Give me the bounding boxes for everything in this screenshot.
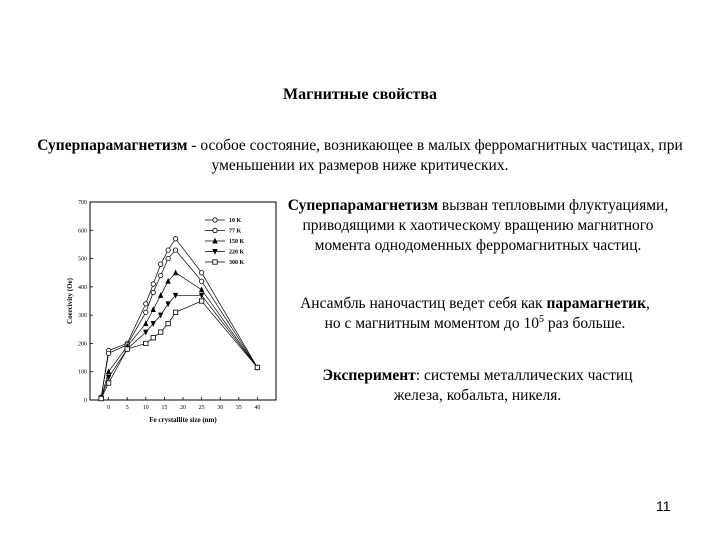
data-point	[173, 310, 177, 314]
data-point	[173, 237, 177, 241]
data-point	[106, 381, 110, 385]
data-point	[199, 271, 203, 275]
x-tick-label: 0	[107, 405, 111, 411]
data-point	[151, 282, 155, 286]
legend-label: 150 K	[229, 239, 245, 246]
data-point	[158, 273, 162, 277]
p2-exponent: 5	[538, 313, 544, 325]
coercivity-chart	[62, 190, 282, 430]
y-tick-label: 0	[84, 398, 87, 404]
p1-text: вызван тепловыми флуктуациями, приводящими к хаотическому вращению магнитного момента однодоменных ферромагнитных частиц.	[302, 197, 669, 254]
series-line	[101, 250, 257, 397]
data-point	[151, 307, 155, 312]
data-point	[151, 290, 155, 294]
plot-frame	[90, 202, 276, 400]
x-tick-label: 35	[235, 405, 242, 411]
data-point	[173, 248, 177, 252]
legend-label: 300 K	[229, 260, 245, 267]
p1-term: Суперпарамагнетизм	[287, 197, 438, 214]
data-point	[151, 336, 155, 340]
y-tick-label: 100	[78, 369, 87, 376]
data-point	[166, 248, 170, 252]
superparamagnetism-cause-paragraph	[278, 196, 678, 256]
coercivity-chart-svg	[62, 190, 282, 430]
data-point	[255, 365, 259, 369]
data-point	[158, 330, 162, 334]
legend-label: 10 K	[229, 218, 242, 225]
intro-text: - особое состояние, возникающее в малых ферромагнитных частицах, при уменьшении их размеров ниже критических.	[187, 137, 683, 174]
p2-text-a: Ансамбль наночастиц ведет себя как	[300, 295, 547, 312]
legend-marker	[213, 218, 217, 222]
series-4	[99, 299, 260, 401]
x-tick-label: 40	[254, 405, 261, 411]
data-point	[144, 302, 148, 306]
legend-label: 77 K	[229, 228, 242, 235]
y-tick-label: 200	[78, 341, 87, 348]
x-tick-label: 15	[161, 405, 168, 411]
data-point	[99, 396, 103, 400]
p3-term: Эксперимент	[322, 367, 416, 384]
series-2	[99, 270, 260, 400]
intro-term: Суперпарамагнетизм	[37, 137, 188, 154]
legend-marker	[213, 260, 217, 264]
y-axis-label: Coercivity (Oe)	[66, 278, 74, 324]
data-point	[144, 330, 148, 335]
series-line	[101, 273, 257, 398]
data-point	[199, 299, 203, 303]
page-number: 11	[656, 498, 671, 514]
data-point	[199, 287, 203, 292]
data-point	[144, 321, 148, 326]
legend-marker	[213, 228, 217, 232]
data-point	[199, 279, 203, 283]
p2-term: парамагнетик	[546, 295, 647, 312]
y-tick-label: 600	[78, 228, 87, 235]
data-point	[144, 341, 148, 345]
data-point	[166, 321, 170, 325]
y-tick-label: 300	[78, 313, 87, 320]
p2-text-b: , но с магнитным моментом до 10	[324, 295, 650, 332]
data-point	[144, 310, 148, 314]
ensemble-paragraph	[300, 294, 650, 334]
x-tick-label: 10	[142, 405, 149, 411]
x-tick-label: 20	[180, 405, 186, 411]
data-point	[106, 351, 110, 355]
data-point	[158, 262, 162, 266]
intro-paragraph	[30, 136, 690, 176]
y-tick-label: 700	[78, 200, 87, 206]
slide-title: Магнитные свойства	[283, 86, 437, 103]
experiment-paragraph	[300, 366, 655, 406]
p2-text-c: раз больше.	[543, 315, 626, 332]
data-point	[173, 270, 177, 275]
x-axis-label: Fe crystallite size (nm)	[149, 416, 217, 424]
data-point	[125, 347, 129, 351]
y-tick-label: 500	[78, 256, 87, 263]
p3-text: : системы металлических частиц железа, кобальта, никеля.	[393, 367, 633, 404]
legend-label: 220 K	[229, 249, 245, 256]
data-point	[166, 256, 170, 260]
x-tick-label: 5	[125, 405, 129, 411]
x-tick-label: 30	[217, 405, 224, 411]
x-tick-label: 25	[198, 405, 205, 411]
series-1	[99, 248, 260, 399]
y-tick-label: 400	[78, 284, 87, 291]
data-point	[158, 293, 162, 298]
